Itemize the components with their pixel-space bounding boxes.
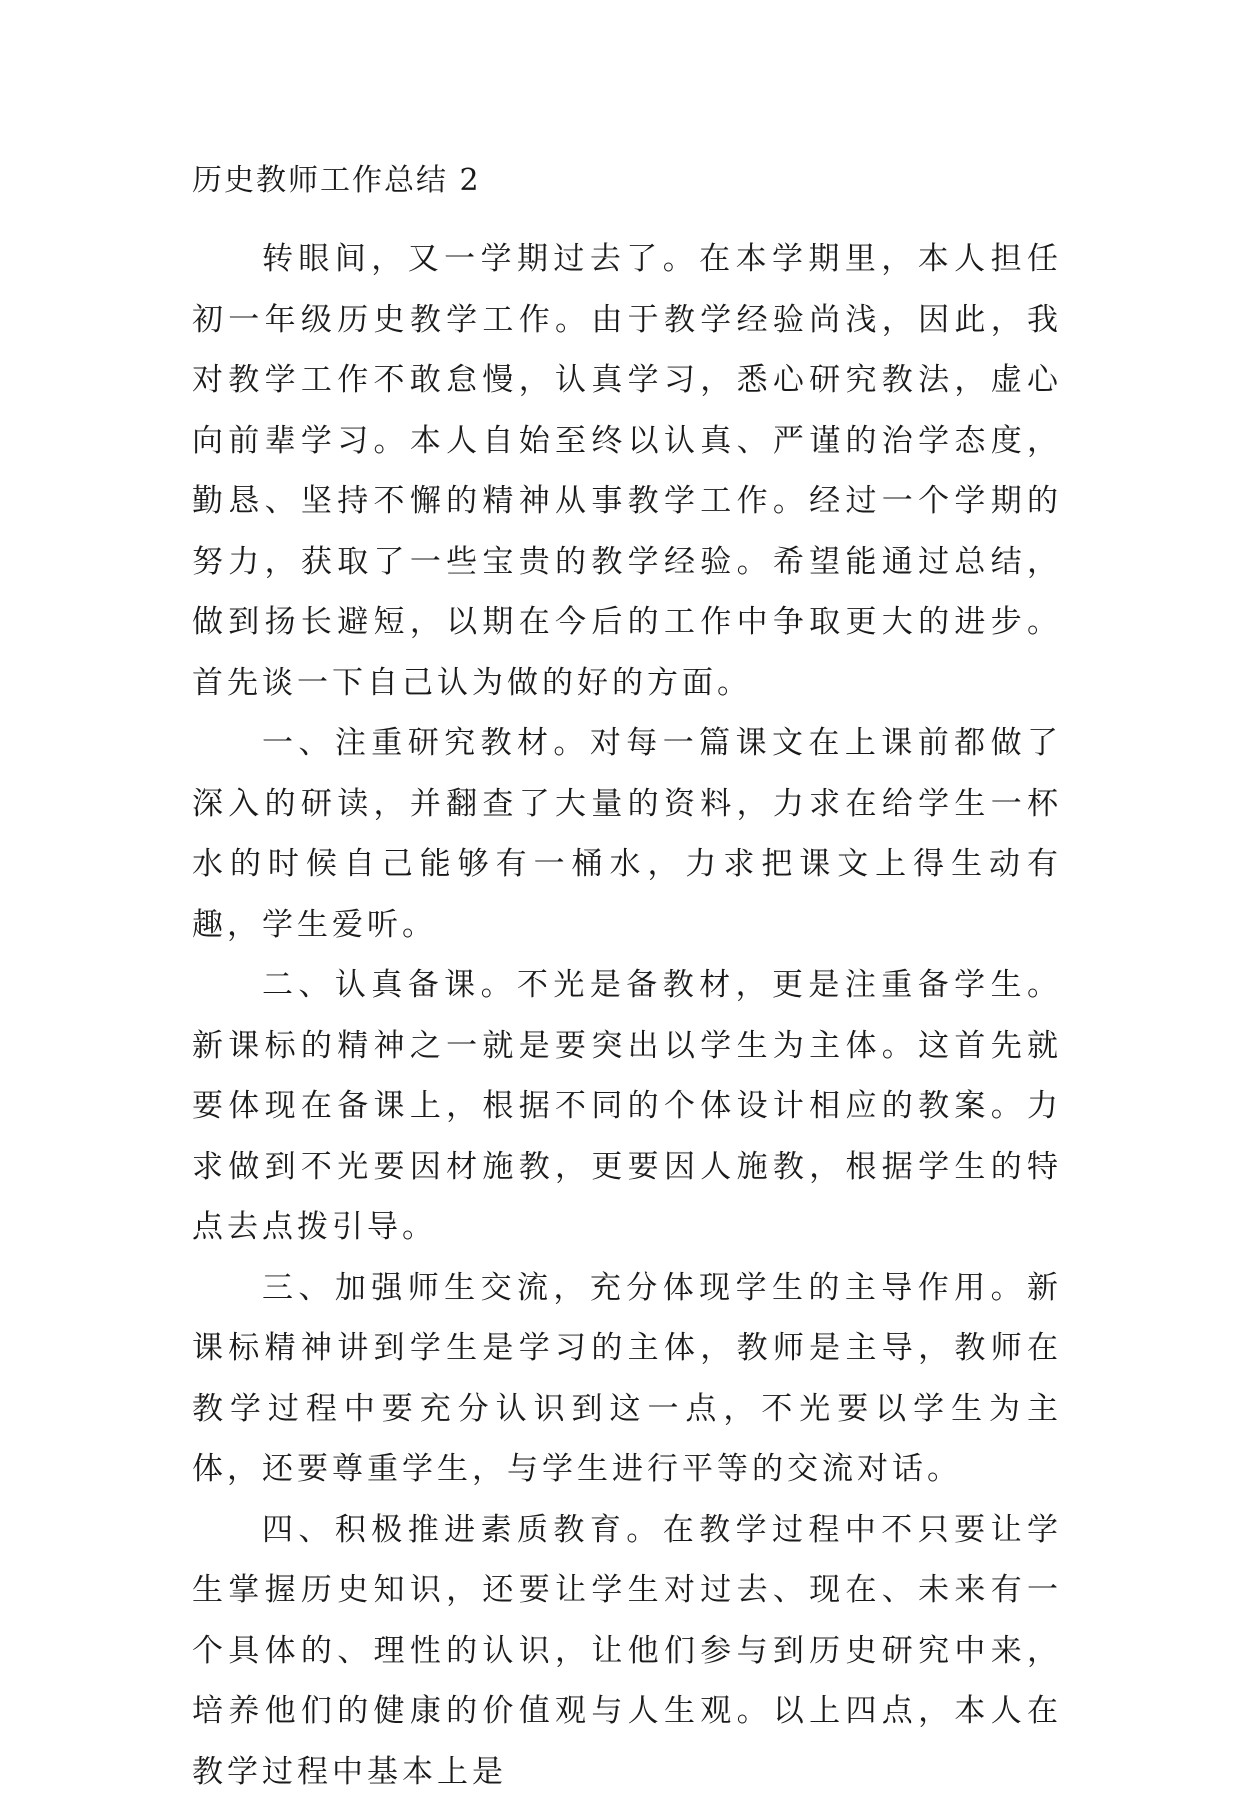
document-title: 历史教师工作总结 2 <box>192 161 481 201</box>
paragraph-intro: 转眼间，又一学期过去了。在本学期里，本人担任初一年级历史教学工作。由于教学经验尚浅，因此，我对教学工作不敢怠慢，认真学习，悉心研究教法，虚心向前辈学习。本人自始至终以认真、严谨的治学态度，勤恳、坚持不懈的精神从事教学工作。经过一个学期的努力，获取了一些宝贵的教学经验。希望能通过总结，做到扬长避短，以期在今后的工作中争取更大的进步。首先谈一下自己认为做的好的方面。 <box>192 229 1062 713</box>
paragraph-point-1: 一、注重研究教材。对每一篇课文在上课前都做了深入的研读，并翻查了大量的资料，力求在给学生一杯水的时候自己能够有一桶水，力求把课文上得生动有趣，学生爱听。 <box>192 713 1062 955</box>
paragraph-point-4: 四、积极推进素质教育。在教学过程中不只要让学生掌握历史知识，还要让学生对过去、现在、未来有一个具体的、理性的认识，让他们参与到历史研究中来，培养他们的健康的价值观与人生观。以上四点，本人在教学过程中基本上是 <box>192 1500 1062 1802</box>
paragraph-point-2: 二、认真备课。不光是备教材，更是注重备学生。新课标的精神之一就是要突出以学生为主体。这首先就要体现在备课上，根据不同的个体设计相应的教案。力求做到不光要因材施教，更要因人施教，根据学生的特点去点拨引导。 <box>192 955 1062 1258</box>
document-body <box>192 229 1062 1802</box>
paragraph-point-3: 三、加强师生交流，充分体现学生的主导作用。新课标精神讲到学生是学习的主体，教师是主导，教师在教学过程中要充分认识到这一点，不光要以学生为主体，还要尊重学生，与学生进行平等的交流对话。 <box>192 1258 1062 1500</box>
